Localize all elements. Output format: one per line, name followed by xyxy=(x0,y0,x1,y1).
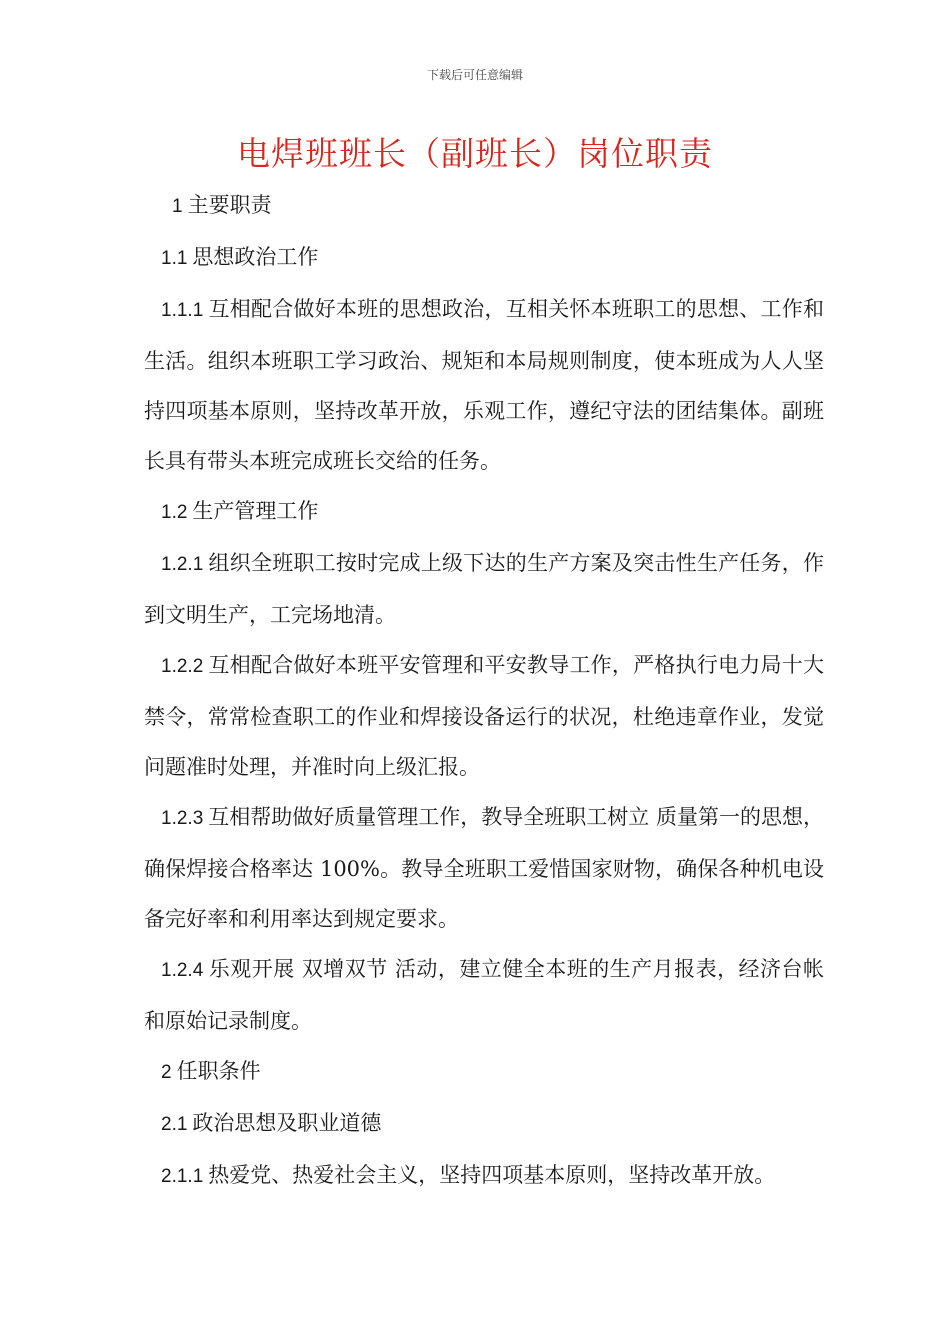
document-body xyxy=(144,180,824,1202)
clause-paragraph xyxy=(144,1150,824,1202)
section-text: 组织全班职工按时完成上级下达的生产方案及突击性生产任务，作到文明生产，工完场地清。 xyxy=(144,551,824,627)
section-number: 2.1 xyxy=(161,1114,188,1135)
section-number: 1.2 xyxy=(161,502,188,523)
section-number: 1.2.2 xyxy=(161,656,204,677)
section-text: 热爱党、热爱社会主义，坚持四项基本原则，坚持改革开放。 xyxy=(208,1163,776,1187)
section-text: 政治思想及职业道德 xyxy=(192,1111,382,1135)
section-number: 1.1 xyxy=(161,248,188,269)
section-number: 1 xyxy=(172,196,183,217)
clause-paragraph xyxy=(144,284,824,486)
section-text: 任职条件 xyxy=(176,1059,261,1083)
section-heading xyxy=(144,180,824,232)
clause-paragraph xyxy=(144,640,824,792)
clause-paragraph xyxy=(144,538,824,640)
section-number: 2 xyxy=(161,1062,172,1083)
subsection-heading xyxy=(144,232,824,284)
section-number: 2.1.1 xyxy=(161,1166,204,1187)
document-title: 电焊班班长（副班长）岗位职责 xyxy=(237,134,713,173)
section-number: 1.2.3 xyxy=(161,808,204,829)
section-text: 互相帮助做好质量管理工作，教导全班职工树立 质量第一的思想，确保焊接合格率达 100%。教导全班职工爱惜国家财物，确保各种机电设备完好率和利用率达到规定要求。 xyxy=(144,805,824,931)
subsection-heading xyxy=(144,1098,824,1150)
section-text: 互相配合做好本班的思想政治，互相关怀本班职工的思想、工作和生活。组织本班职工学习政治、规矩和本局规则制度，使本班成为人人坚持四项基本原则，坚持改革开放，乐观工作，遵纪守法的团结集体。副班长具有带头本班完成班长交给的任务。 xyxy=(144,297,824,473)
section-text: 主要职责 xyxy=(187,193,272,217)
section-number: 1.2.1 xyxy=(161,554,204,575)
section-number: 1.1.1 xyxy=(161,300,204,321)
header-note: 下载后可任意编辑 xyxy=(426,68,523,82)
clause-paragraph xyxy=(144,792,824,944)
section-text: 生产管理工作 xyxy=(192,499,319,523)
section-number: 1.2.4 xyxy=(161,960,204,981)
section-text: 乐观开展 双增双节 活动，建立健全本班的生产月报表，经济台帐和原始记录制度。 xyxy=(144,957,824,1033)
section-heading xyxy=(144,1046,824,1098)
section-text: 思想政治工作 xyxy=(192,245,319,269)
subsection-heading xyxy=(144,486,824,538)
section-text: 互相配合做好本班平安管理和平安教导工作，严格执行电力局十大禁令，常常检查职工的作业和焊接设备运行的状况，杜绝违章作业，发觉问题准时处理，并准时向上级汇报。 xyxy=(144,653,824,779)
clause-paragraph xyxy=(144,944,824,1046)
